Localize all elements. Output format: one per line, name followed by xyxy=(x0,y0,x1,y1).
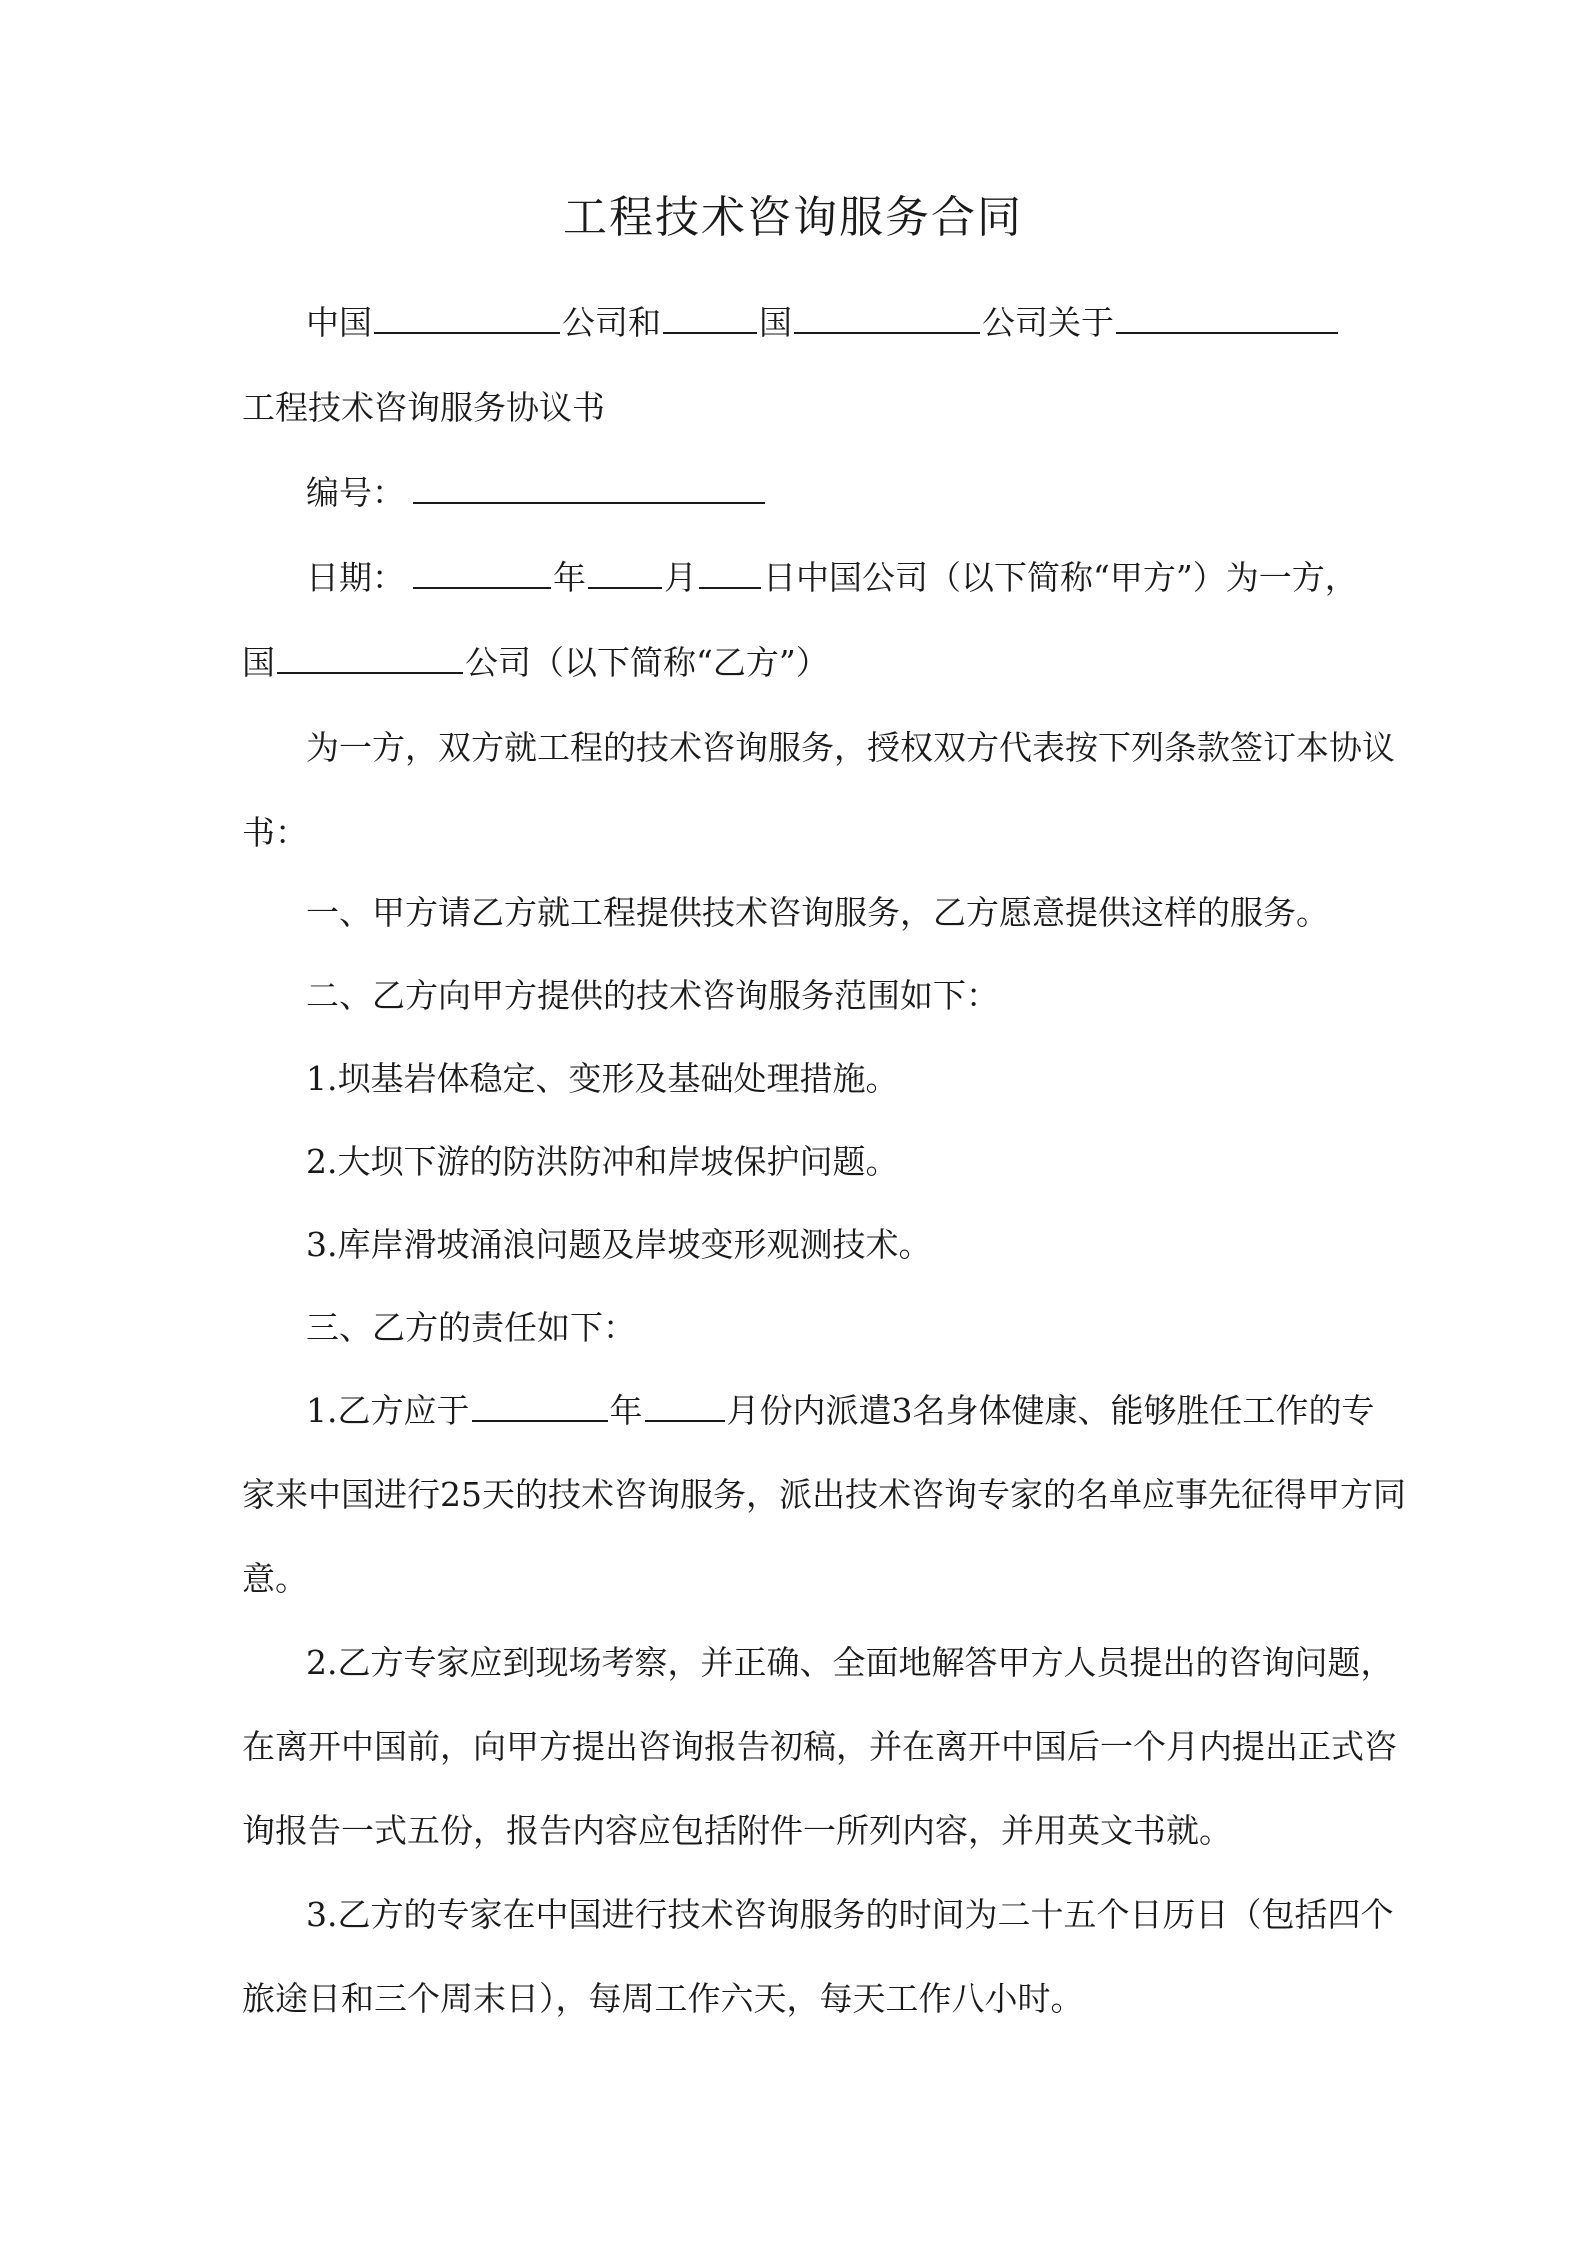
resp1-month-blank[interactable] xyxy=(645,1388,725,1422)
party-b-country-text: 国 xyxy=(242,643,275,682)
responsibility-1-line-3: 意。 xyxy=(242,1559,308,1598)
resp1-year-text: 年 xyxy=(609,1391,643,1430)
contract-title: 工程技术咨询服务合同 xyxy=(563,192,1023,243)
date-tail-text: 日中国公司（以下简称“甲方”）为一方， xyxy=(763,558,1358,597)
responsibility-3-line-1: 3.乙方的专家在中国进行技术咨询服务的时间为二十五个日历日（包括四个 xyxy=(306,1895,1394,1934)
header-text-country: 国 xyxy=(759,303,792,342)
clause-three: 三、乙方的责任如下： xyxy=(306,1308,636,1347)
scope-item-1: 1.坝基岩体稳定、变形及基础处理措施。 xyxy=(306,1059,899,1098)
party-b-text: 公司（以下简称“乙方”） xyxy=(465,643,829,682)
party-b-line xyxy=(242,640,829,686)
day-blank[interactable] xyxy=(699,555,761,589)
year-blank[interactable] xyxy=(413,555,551,589)
intro-line-1: 为一方，双方就工程的技术咨询服务，授权双方代表按下列条款签订本协议 xyxy=(306,728,1395,767)
header-text-china: 中国 xyxy=(306,303,372,342)
responsibility-3-line-2: 旅途日和三个周末日），每周工作六天，每天工作八小时。 xyxy=(242,1979,1084,2018)
clause-two: 二、乙方向甲方提供的技术咨询服务范围如下： xyxy=(306,976,999,1015)
company-b-blank[interactable] xyxy=(794,300,980,334)
header-text-and: 公司和 xyxy=(562,303,661,342)
date-label: 日期： xyxy=(306,558,405,597)
responsibility-1-line-1 xyxy=(306,1388,1375,1434)
company-a-blank[interactable] xyxy=(374,300,560,334)
agreement-heading: 工程技术咨询服务协议书 xyxy=(242,388,605,427)
responsibility-2-line-2: 在离开中国前，向甲方提出咨询报告初稿，并在离开中国后一个月内提出正式咨 xyxy=(242,1727,1397,1766)
party-b-company-blank[interactable] xyxy=(277,640,463,674)
responsibility-1-line-2: 家来中国进行25天的技术咨询服务，派出技术咨询专家的名单应事先征得甲方同 xyxy=(242,1475,1406,1514)
responsibility-2-line-3: 询报告一式五份，报告内容应包括附件一所列内容，并用英文书就。 xyxy=(242,1811,1232,1850)
number-label: 编号： xyxy=(306,473,405,512)
scope-item-2: 2.大坝下游的防洪防冲和岸坡保护问题。 xyxy=(306,1142,899,1181)
number-blank[interactable] xyxy=(413,470,765,504)
resp1-prefix: 1.乙方应于 xyxy=(306,1391,470,1430)
month-blank[interactable] xyxy=(588,555,662,589)
project-blank[interactable] xyxy=(1116,300,1338,334)
clause-one: 一、甲方请乙方就工程提供技术咨询服务，乙方愿意提供这样的服务。 xyxy=(306,893,1329,932)
scope-item-3: 3.库岸滑坡涌浪问题及岸坡变形观测技术。 xyxy=(306,1225,932,1264)
year-text: 年 xyxy=(553,558,586,597)
responsibility-2-line-1: 2.乙方专家应到现场考察，并正确、全面地解答甲方人员提出的咨询问题， xyxy=(306,1643,1394,1682)
resp1-rest: 月份内派遣3名身体健康、能够胜任工作的专 xyxy=(726,1391,1375,1430)
number-line xyxy=(306,470,767,516)
country-blank[interactable] xyxy=(663,300,757,334)
date-line xyxy=(306,555,1358,601)
header-line xyxy=(306,300,1340,346)
intro-line-2: 书： xyxy=(242,813,308,852)
month-text: 月 xyxy=(664,558,697,597)
resp1-year-blank[interactable] xyxy=(472,1388,608,1422)
header-text-about: 公司关于 xyxy=(982,303,1114,342)
